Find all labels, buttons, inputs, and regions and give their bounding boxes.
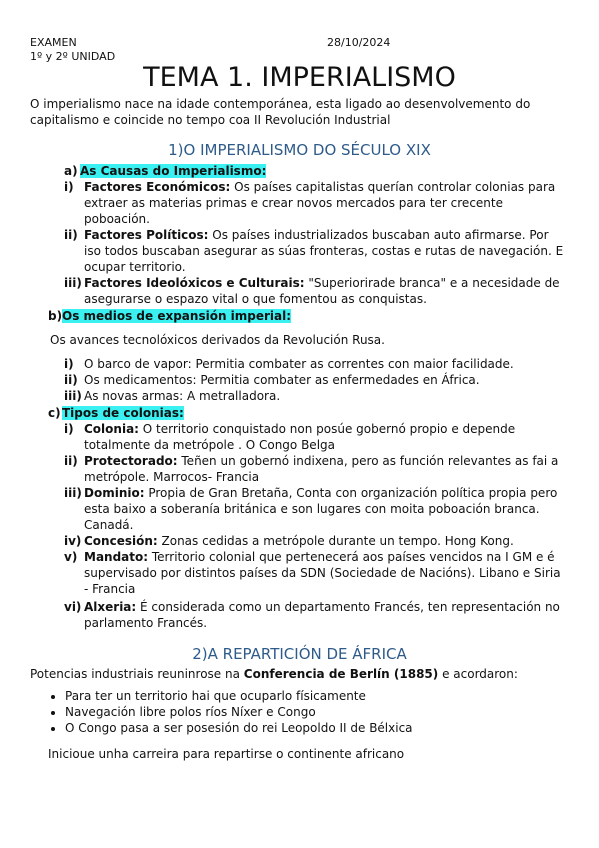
page-title: TEMA 1. IMPERIALISMO <box>143 62 456 93</box>
subsection-b-intro: Os avances tecnolóxicos derivados da Revolución Rusa. <box>50 333 385 347</box>
list-item: • Para ter un territorio hai que ocuparlo físicamente <box>65 688 413 704</box>
item-num: iii) <box>64 486 82 500</box>
list-item: Colonia: O territorio conquistado non posúe gobernó propio e depende totalmente da metrópole . O Congo Belga <box>84 422 516 452</box>
list-item: O barco de vapor: Permitia combater as correntes con maior facilidade. <box>84 357 514 371</box>
item-num: ii) <box>64 373 78 387</box>
subsection-c-title: Tipos de colonias: <box>62 406 184 420</box>
item-num: i) <box>64 180 74 194</box>
subsection-b-title: Os medios de expansión imperial: <box>62 309 292 323</box>
item-num: ii) <box>64 228 78 242</box>
item-num: iv) <box>64 534 82 548</box>
section2-intro: Potencias industriais reuninrose na Conferencia de Berlín (1885) e acordaron: <box>30 667 518 681</box>
units-label: 1º y 2º UNIDAD <box>30 50 116 63</box>
item-num: iii) <box>64 389 82 403</box>
subsection-a-title: As Causas do Imperialismo: <box>80 164 267 178</box>
list-item: • Navegación libre polos ríos Níxer e Congo <box>65 704 413 720</box>
list-item: As novas armas: A metralladora. <box>84 389 281 403</box>
item-num: iii) <box>64 276 82 290</box>
subsection-c-label: c) <box>48 406 61 420</box>
item-num: vi) <box>64 600 82 614</box>
list-item: Dominio: Propia de Gran Bretaña, Conta con organización política propia pero esta baixo a soberanía británica e son lugares con moita poboación branca. Canadá. <box>84 486 558 532</box>
list-item: Os medicamentos: Permitia combater as enfermedades en África. <box>84 373 480 387</box>
subsection-b-label: b) <box>48 309 63 323</box>
item-num: i) <box>64 357 74 371</box>
list-item: Protectorado: Teñen un gobernó indixena, pero as función relevantes as fai a metrópole. Marrocos- Francia <box>84 454 559 484</box>
list-item: Factores Políticos: Os países industrializados buscaban auto afirmarse. Por iso todos buscaban asegurar as súas fronteras, costas e rutas de navegación. E ocupar territorio. <box>84 228 564 274</box>
item-num: i) <box>64 422 74 436</box>
exam-header <box>30 36 115 64</box>
item-num: ii) <box>64 454 78 468</box>
item-num: v) <box>64 550 78 564</box>
list-item: Mandato: Territorio colonial que pertenecerá aos países vencidos na I GM e é supervisado por distintos países da SDN (Sociedade de Nacións). Libano e Siria - Francia <box>84 550 561 596</box>
list-item: • O Congo pasa a ser posesión do rei Leopoldo II de Bélxica <box>65 720 413 736</box>
section2-heading: 2)A REPARTICIÓN DE ÁFRICA <box>192 645 407 663</box>
list-item: Factores Ideolóxicos e Culturais: "Superiorirade branca" e a necesidade de asegurarse o espazo vital o que fomentou as conquistas. <box>84 276 560 306</box>
agreement-list <box>45 688 413 736</box>
list-item: Factores Económicos: Os países capitalistas querían controlar colonias para extraer as materias primas e crear novos mercados para ter crecente poboación. <box>84 180 556 226</box>
list-item: Concesión: Zonas cedidas a metrópole durante un tempo. Hong Kong. <box>84 534 514 548</box>
list-item: Alxeria: É considerada como un departamento Francés, ten representación no parlamento Francés. <box>84 600 560 630</box>
exam-date: 28/10/2024 <box>327 36 391 49</box>
section1-heading: 1)O IMPERIALISMO DO SÉCULO XIX <box>168 141 431 159</box>
exam-label: EXAMEN <box>30 36 77 49</box>
intro-paragraph: O imperialismo nace na idade contemporánea, esta ligado ao desenvolvemento do capitalismo e coincide no tempo coa II Revolución Industrial <box>30 97 531 127</box>
closing-text: Inicioue unha carreira para repartirse o continente africano <box>48 747 405 761</box>
subsection-a-label: a) <box>64 164 78 178</box>
